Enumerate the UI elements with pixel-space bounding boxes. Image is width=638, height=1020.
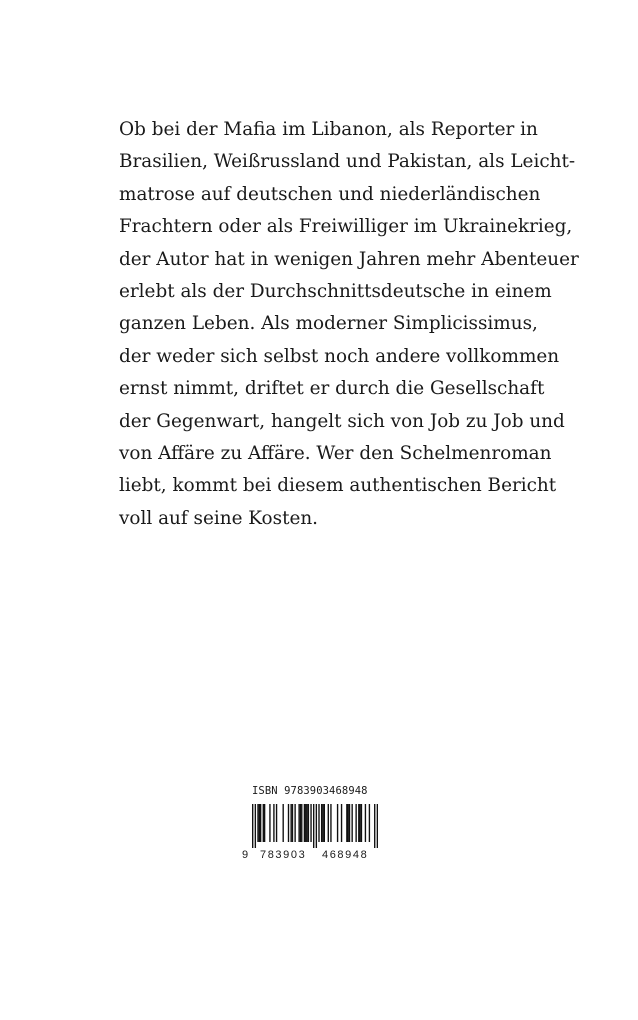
barcode-bar — [257, 804, 258, 842]
barcode-guard-bar — [313, 804, 314, 848]
barcode-bar — [263, 804, 264, 842]
barcode-bar — [318, 804, 319, 842]
barcode-bar — [294, 804, 295, 842]
blurb-line: der Gegenwart, hangelt sich von Job zu Job und — [119, 410, 565, 432]
isbn-block — [242, 784, 384, 861]
barcode-bar — [260, 804, 261, 842]
barcode-bar — [361, 804, 362, 842]
barcode-bar — [298, 804, 299, 842]
back-cover-blurb — [119, 114, 579, 535]
blurb-line: matrose auf deutschen und niederländischen — [119, 183, 541, 205]
barcode-bar — [288, 804, 289, 842]
barcode-bar — [322, 804, 323, 842]
barcode-bar — [306, 804, 307, 842]
barcode-bar — [305, 804, 306, 842]
blurb-line: von Affäre zu Affäre. Wer den Schelmenroman — [119, 443, 552, 465]
barcode-bar — [259, 804, 260, 842]
blurb-line: Ob bei der Mafia im Libanon, als Reporter in — [119, 119, 538, 140]
barcode-bar — [308, 804, 309, 842]
barcode-bar — [358, 804, 359, 842]
barcode-bar — [304, 804, 305, 842]
barcode-bar — [337, 804, 338, 842]
isbn-label: ISBN 9783903468948 — [252, 785, 368, 797]
barcode-bar — [276, 804, 277, 842]
blurb-line: Brasilien, Weißrussland und Pakistan, als Leicht- — [119, 151, 576, 173]
blurb-line: voll auf seine Kosten. — [119, 507, 319, 529]
barcode-bar — [347, 804, 348, 842]
blurb-line: der weder sich selbst noch andere vollkommen — [119, 345, 560, 367]
barcode-bar — [346, 804, 347, 842]
barcode-guard-bar — [316, 804, 317, 848]
barcode-guard-bar — [252, 804, 253, 848]
barcode-bar — [351, 804, 352, 842]
barcode-bar — [341, 804, 342, 842]
barcode-guard-bar — [377, 804, 378, 848]
barcode-bar — [301, 804, 302, 842]
barcode-bar — [269, 804, 270, 842]
barcode-bar — [283, 804, 284, 842]
barcode-bar — [292, 804, 293, 842]
isbn-barcode — [252, 804, 378, 848]
barcode-bar — [355, 804, 356, 842]
barcode-guard-bar — [374, 804, 375, 848]
barcode-bar — [310, 804, 311, 842]
blurb-line: der Autor hat in wenigen Jahren mehr Abenteuer — [119, 248, 579, 270]
blurb-line: Frachtern oder als Freiwilliger im Ukrainekrieg, — [119, 216, 573, 238]
barcode-guard-bar — [255, 804, 256, 848]
barcode-first-digit: 9 — [242, 849, 249, 861]
barcode-bar — [290, 804, 291, 842]
barcode-bar — [365, 804, 366, 842]
blurb-line: ernst nimmt, driftet er durch die Gesellschaft — [119, 378, 545, 400]
blurb-line: erlebt als der Durchschnittsdeutsche in einem — [119, 281, 552, 303]
barcode-left-group: 783903 — [260, 849, 307, 861]
barcode-digits — [242, 849, 384, 861]
barcode-bar — [273, 804, 274, 842]
barcode-bar — [369, 804, 370, 842]
barcode-right-group: 468948 — [322, 849, 369, 861]
barcode-bar — [349, 804, 350, 842]
barcode-bar — [359, 804, 360, 842]
barcode-bar — [264, 804, 265, 842]
barcode-bar — [300, 804, 301, 842]
barcode-bar — [328, 804, 329, 842]
barcode-bar — [330, 804, 331, 842]
blurb-line: ganzen Leben. Als moderner Simplicissimus, — [119, 313, 538, 335]
barcode-bar — [324, 804, 325, 842]
blurb-line: liebt, kommt bei diesem authentischen Bericht — [119, 475, 557, 497]
barcode-bar — [321, 804, 322, 842]
